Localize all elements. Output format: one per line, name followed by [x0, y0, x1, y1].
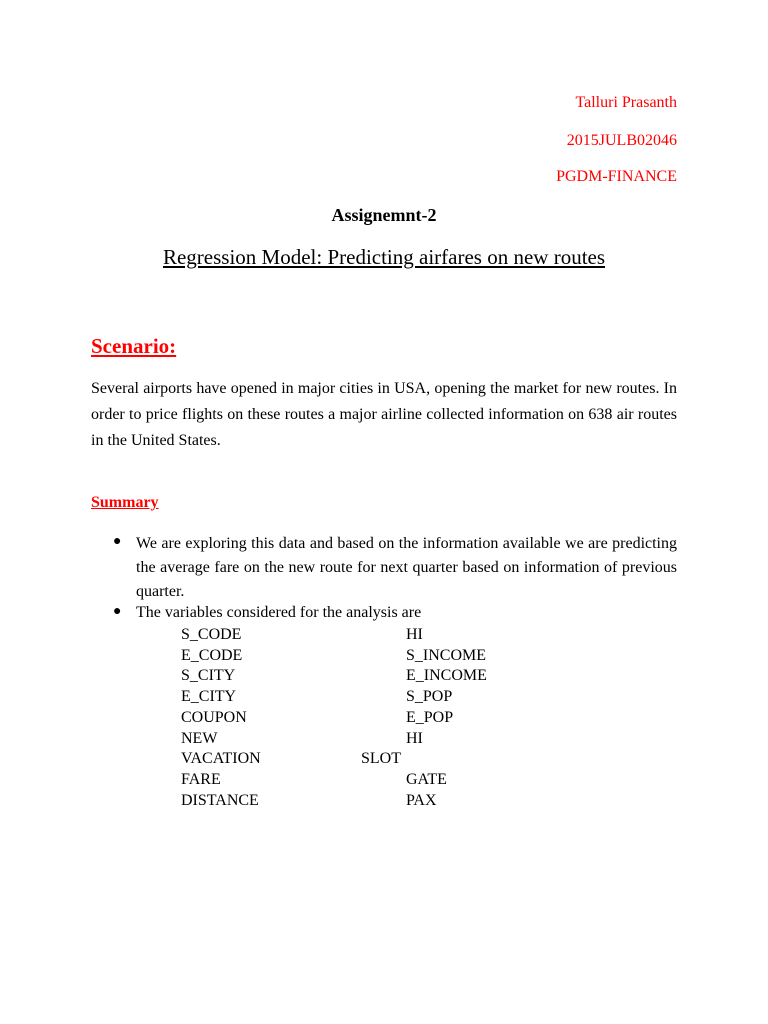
summary-bullet-1: We are exploring this data and based on the information available we are predicting the average fare on the new route for next quarter based on information of previous quarter.	[136, 535, 677, 600]
variable-left-5: COUPON	[181, 709, 247, 726]
author-name: Talluri Prasanth	[575, 94, 677, 111]
variable-right-4: S_POP	[406, 688, 453, 705]
variable-right-6: HI	[406, 730, 423, 747]
variable-left-8: FARE	[181, 771, 221, 788]
variable-left-6: NEW	[181, 730, 218, 747]
variable-left-9: DISTANCE	[181, 792, 259, 809]
variable-right-8: GATE	[406, 771, 447, 788]
variable-right-3: E_INCOME	[406, 667, 487, 684]
bullet-icon: ●	[113, 604, 122, 619]
scenario-heading: Scenario:	[91, 334, 177, 358]
variable-left-4: E_CITY	[181, 688, 237, 705]
variable-right-9: PAX	[406, 792, 437, 809]
variable-left-1: S_CODE	[181, 626, 242, 643]
bullet-icon: ●	[113, 534, 122, 549]
scenario-paragraph: Several airports have opened in major cities in USA, opening the market for new routes. In order to price flights on these routes a major airline collected information on 638 air routes in the United States.	[91, 380, 677, 449]
assignment-label: Assignemnt-2	[331, 205, 437, 225]
page-title: Regression Model: Predicting airfares on new routes	[162, 245, 606, 269]
variable-right-5: E_POP	[406, 709, 454, 726]
summary-bullet-2: The variables considered for the analysis are	[136, 604, 422, 621]
variable-right-2: S_INCOME	[406, 647, 487, 664]
variable-right-7: SLOT	[361, 750, 401, 767]
summary-heading: Summary	[91, 494, 159, 511]
variable-left-2: E_CODE	[181, 647, 243, 664]
author-id: 2015JULB02046	[566, 132, 677, 149]
variable-left-3: S_CITY	[181, 667, 236, 684]
program-name: PGDM-FINANCE	[556, 168, 677, 185]
variable-left-7: VACATION	[181, 750, 261, 767]
variable-right-1: HI	[406, 626, 423, 643]
